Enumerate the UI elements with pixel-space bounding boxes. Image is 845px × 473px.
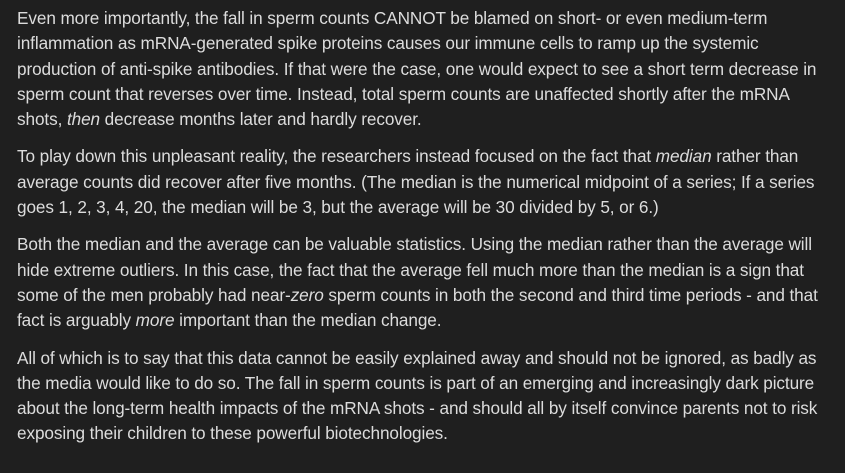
- paragraph-text: All of which is to say that this data cannot be easily explained away and should not be ignored, as badly as the media would like to do so. The fall in sperm counts is part of an emerging and increasingly dark picture about the long-term health impacts of the mRNA shots - and should all by itself convince parents not to risk exposing their children to these powerful biotechnologies.: [17, 347, 818, 444]
- emphasis-text: median: [655, 146, 712, 167]
- paragraph: [17, 144, 835, 220]
- paragraph-text: Even more importantly, the fall in sperm counts CANNOT be blamed on short- or even medium-term inflammation as mRNA-generated spike proteins causes our immune cells to ramp up the systemic production of anti-spike antibodies. If that were the case, one would expect to see a short term decrease in sperm count that reverses over time. Instead, total sperm counts are unaffected shortly after the mRNA shots,: [17, 8, 817, 130]
- emphasis-text: then: [66, 109, 100, 130]
- paragraph-text: decrease months later and hardly recover.: [100, 109, 422, 130]
- paragraph-text: rather than average counts did recover after five months. (The median is the numerical midpoint of a series; If a series goes 1, 2, 3, 4, 20, the median will be 3, but the average will be 30 divided by 5, or 6.): [17, 146, 815, 218]
- paragraph-text: sperm counts in both the second and third time periods - and that fact is arguably: [17, 284, 818, 331]
- emphasis-text: zero: [290, 284, 324, 305]
- emphasis-text: more: [135, 310, 175, 331]
- paragraph-text: important than the median change.: [174, 310, 442, 331]
- paragraph: [17, 232, 835, 333]
- paragraph: [17, 346, 835, 447]
- paragraph-text: Both the median and the average can be valuable statistics. Using the median rather than the average will hide extreme outliers. In this case, the fact that the average fell much more than the median is a sign that some of the men probably had near-: [17, 234, 812, 305]
- paragraph: [17, 6, 835, 132]
- paragraph-text: To play down this unpleasant reality, the researchers instead focused on the fact that: [17, 146, 656, 167]
- article-body: [17, 6, 835, 459]
